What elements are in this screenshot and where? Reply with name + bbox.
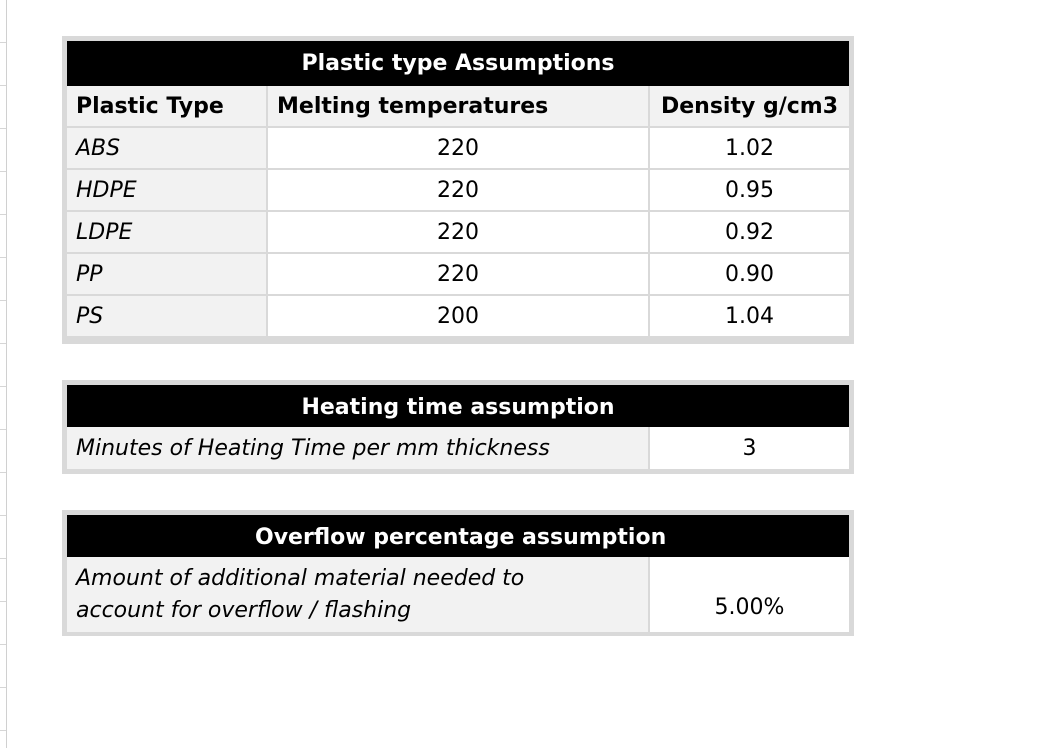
overflow-table-title: Overflow percentage assumption [67, 515, 849, 557]
header-plastic-type[interactable]: Plastic Type [67, 86, 268, 128]
heating-time-table [62, 380, 854, 474]
overflow-label[interactable] [67, 557, 650, 632]
plastic-table-header-row [67, 86, 849, 128]
plastic-type-cell[interactable]: ABS [67, 128, 268, 170]
table-row [67, 296, 849, 336]
density-cell[interactable]: 0.90 [650, 254, 849, 296]
heating-table-title: Heating time assumption [67, 385, 849, 427]
plastic-type-cell[interactable]: LDPE [67, 212, 268, 254]
overflow-percentage-table [62, 510, 854, 636]
overflow-row [67, 557, 849, 632]
table-row [67, 128, 849, 170]
heating-time-value[interactable]: 3 [650, 427, 849, 469]
melting-temperature-cell[interactable]: 220 [268, 128, 650, 170]
density-cell[interactable]: 1.02 [650, 128, 849, 170]
sheet-gutter [0, 0, 7, 748]
density-cell[interactable]: 0.92 [650, 212, 849, 254]
plastic-type-cell[interactable]: HDPE [67, 170, 268, 212]
plastic-table-title: Plastic type Assumptions [67, 41, 849, 86]
table-row [67, 254, 849, 296]
melting-temperature-cell[interactable]: 220 [268, 170, 650, 212]
plastic-type-table [62, 36, 854, 344]
table-row [67, 212, 849, 254]
header-density[interactable]: Density g/cm3 [650, 86, 849, 128]
plastic-type-cell[interactable]: PS [67, 296, 268, 336]
table-row [67, 170, 849, 212]
melting-temperature-cell[interactable]: 220 [268, 254, 650, 296]
header-melting-temperatures[interactable]: Melting temperatures [268, 86, 650, 128]
density-cell[interactable]: 0.95 [650, 170, 849, 212]
heating-time-label[interactable]: Minutes of Heating Time per mm thickness [67, 427, 650, 469]
overflow-value[interactable]: 5.00% [650, 557, 849, 632]
overflow-label-line1: Amount of additional material needed to [76, 565, 525, 591]
melting-temperature-cell[interactable]: 200 [268, 296, 650, 336]
heating-row [67, 427, 849, 469]
overflow-label-line2: account for overflow / flashing [76, 597, 412, 623]
density-cell[interactable]: 1.04 [650, 296, 849, 336]
melting-temperature-cell[interactable]: 220 [268, 212, 650, 254]
plastic-type-cell[interactable]: PP [67, 254, 268, 296]
